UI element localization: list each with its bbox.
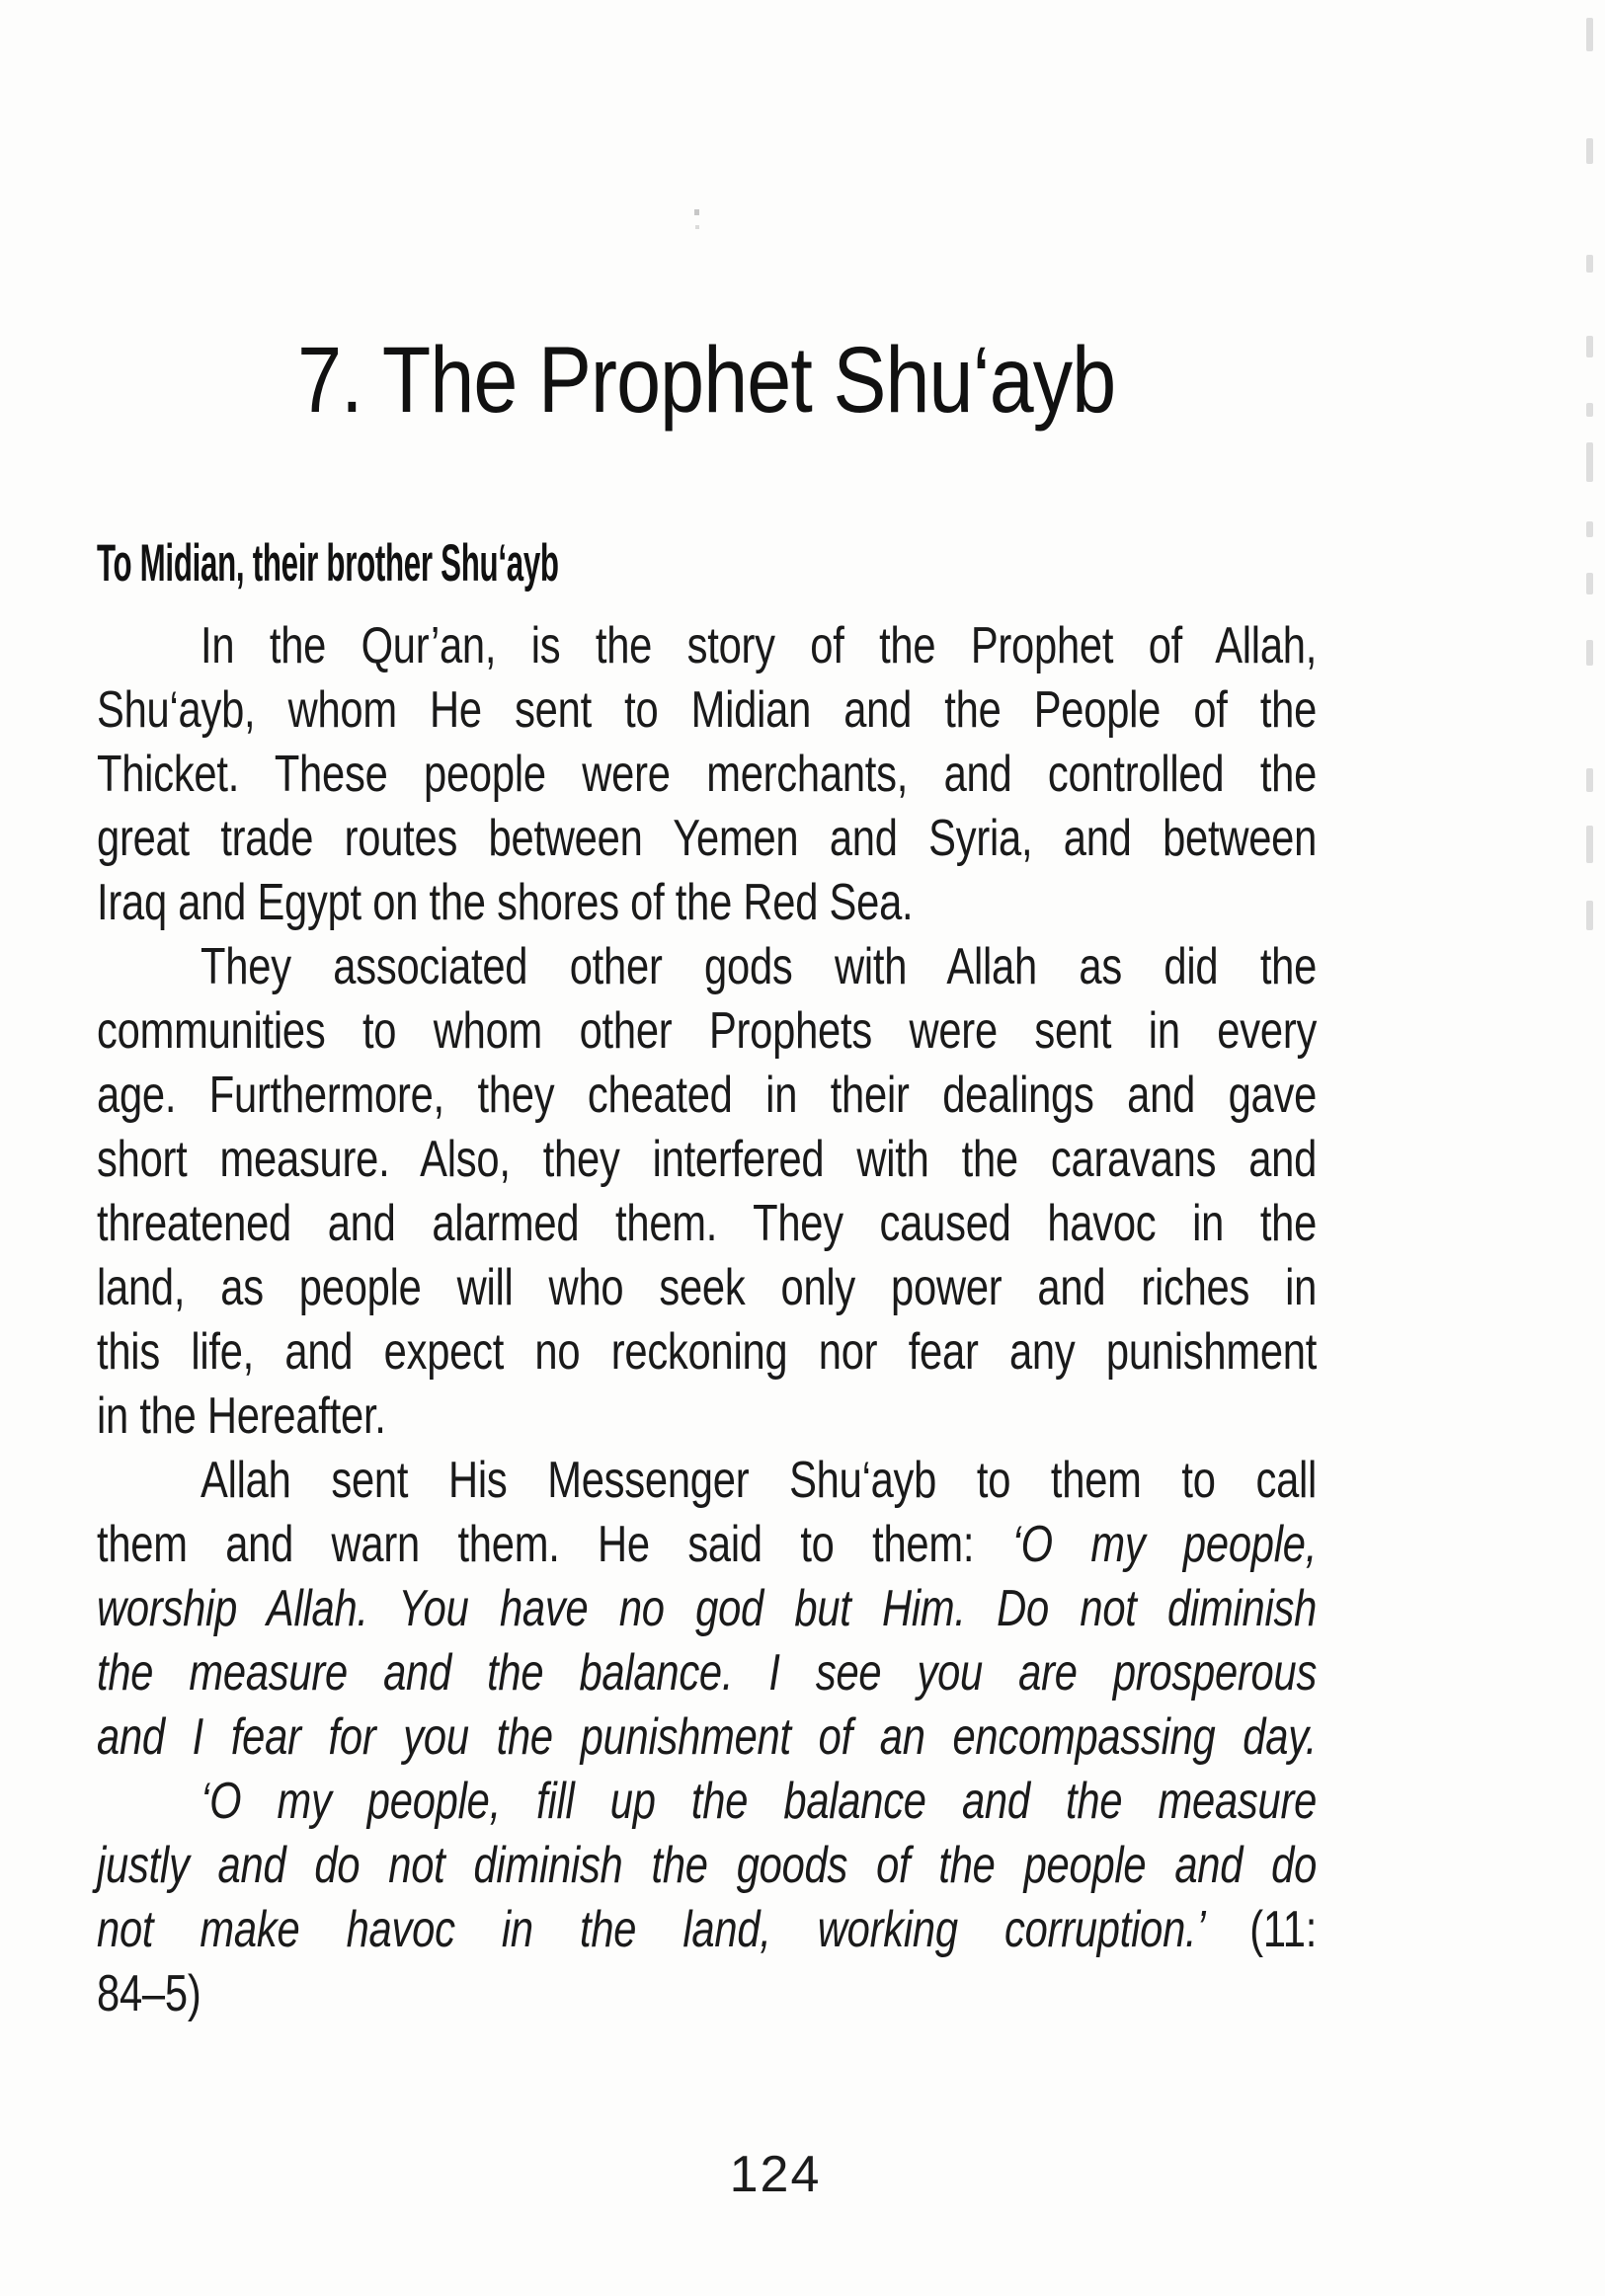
narrative-text: threatened and alarmed them. They caused havoc in the bbox=[97, 1195, 1318, 1252]
narrative-text: them and warn them. He said to them: bbox=[97, 1516, 1012, 1573]
text-line bbox=[97, 1385, 1317, 1449]
narrative-text: communities to whom other Prophets were sent in every bbox=[97, 1002, 1318, 1060]
page-edge-mark bbox=[1586, 442, 1593, 482]
text-line bbox=[97, 999, 1317, 1064]
narrative-text: 84–5) bbox=[97, 1965, 201, 2022]
page-edge-mark bbox=[1586, 826, 1593, 863]
scan-speck bbox=[694, 209, 699, 215]
narrative-text: short measure. Also, they interfered with the caravans and bbox=[97, 1131, 1318, 1188]
text-line bbox=[97, 614, 1317, 678]
chapter-title-text: 7. The Prophet Shu‘ayb bbox=[297, 328, 1116, 433]
quran-quote-text: and I fear for you the punishment of an encompassing day. bbox=[97, 1708, 1318, 1766]
narrative-text: Shu‘ayb, whom He sent to Midian and the People of the bbox=[97, 681, 1318, 739]
section-heading-text: To Midian, their brother Shu‘ayb bbox=[97, 534, 559, 593]
text-line bbox=[97, 1577, 1317, 1641]
text-line bbox=[97, 1962, 1317, 2026]
page-edge-mark bbox=[1586, 18, 1593, 51]
text-line bbox=[97, 1320, 1317, 1385]
page-edge-mark bbox=[1586, 138, 1593, 164]
section-heading bbox=[97, 531, 1317, 595]
narrative-text: Allah sent His Messenger Shu‘ayb to them to call bbox=[201, 1452, 1318, 1509]
paragraph-2 bbox=[97, 935, 1317, 1449]
narrative-text: this life, and expect no reckoning nor fear any punishment bbox=[97, 1323, 1318, 1381]
text-line bbox=[97, 1449, 1317, 1513]
text-line bbox=[97, 807, 1317, 871]
text-line bbox=[97, 1834, 1317, 1898]
narrative-text: in the Hereafter. bbox=[97, 1387, 386, 1445]
quran-quote-text: ‘O my people, fill up the balance and the measure bbox=[201, 1773, 1318, 1830]
narrative-text: They associated other gods with Allah as did the bbox=[201, 938, 1318, 995]
narrative-text: age. Furthermore, they cheated in their dealings and gave bbox=[97, 1067, 1318, 1124]
text-line bbox=[97, 1064, 1317, 1128]
paragraph-1 bbox=[97, 614, 1317, 935]
text-line bbox=[97, 1898, 1317, 1962]
text-line bbox=[97, 1705, 1317, 1770]
text-line bbox=[97, 935, 1317, 999]
narrative-text: great trade routes between Yemen and Syria, and between bbox=[97, 810, 1318, 867]
narrative-text: Iraq and Egypt on the shores of the Red Sea. bbox=[97, 874, 914, 931]
text-line bbox=[97, 1513, 1317, 1577]
narrative-text: Thicket. These people were merchants, and controlled the bbox=[97, 746, 1318, 803]
text-line bbox=[97, 1770, 1317, 1834]
page-edge-mark bbox=[1586, 403, 1593, 417]
narrative-text: In the Qur’an, is the story of the Prophet of Allah, bbox=[201, 617, 1318, 674]
quran-quote-text: the measure and the balance. I see you are prosperous bbox=[97, 1644, 1318, 1702]
body-text bbox=[97, 614, 1317, 2026]
quran-quote-text: ‘O my people, bbox=[1011, 1516, 1318, 1573]
quran-quote-text: not make havoc in the land, working corruption.’ bbox=[97, 1901, 1250, 1958]
scan-speck bbox=[695, 225, 699, 229]
page-edge-mark bbox=[1586, 640, 1593, 666]
quran-quote-text: worship Allah. You have no god but Him. Do not diminish bbox=[97, 1580, 1318, 1637]
page-edge-mark bbox=[1586, 768, 1593, 792]
narrative-text: (11: bbox=[1249, 1901, 1318, 1958]
page-edge-mark bbox=[1586, 336, 1593, 357]
page-number: 124 bbox=[729, 2146, 822, 2203]
page-edge-mark bbox=[1586, 573, 1593, 594]
page-edge-mark bbox=[1586, 521, 1593, 537]
text-line bbox=[97, 1128, 1317, 1192]
text-line bbox=[97, 871, 1317, 935]
page-edge-mark bbox=[1586, 255, 1593, 273]
quran-quote-text: justly and do not diminish the goods of the people and do bbox=[97, 1837, 1318, 1894]
text-line bbox=[97, 1256, 1317, 1320]
paragraph-4 bbox=[97, 1770, 1317, 2026]
text-line bbox=[97, 1192, 1317, 1256]
text-line bbox=[97, 743, 1317, 807]
text-line bbox=[97, 1641, 1317, 1705]
text-line bbox=[97, 678, 1317, 743]
paragraph-3 bbox=[97, 1449, 1317, 1770]
chapter-title bbox=[97, 328, 1317, 433]
page-edge-mark bbox=[1586, 901, 1593, 930]
narrative-text: land, as people will who seek only power and riches in bbox=[97, 1259, 1318, 1316]
